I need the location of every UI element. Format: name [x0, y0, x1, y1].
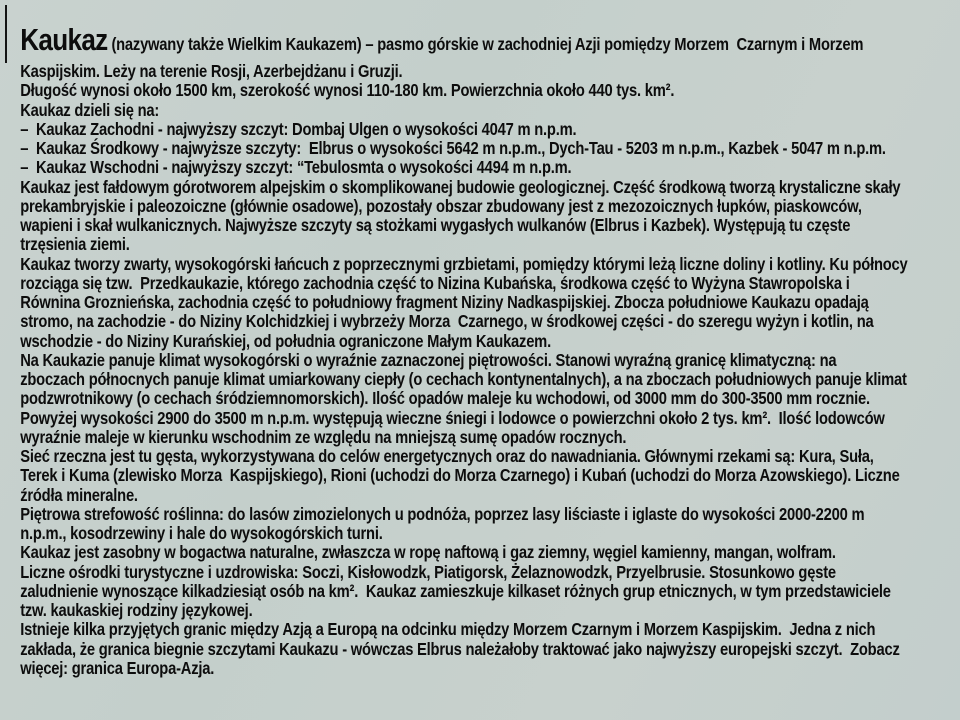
text-line: prekambryjskie i paleozoiczne (głównie osadowe), pozostały obszar zbudowany jest z mezozoicznych łupków, piaskowców,: [20, 195, 862, 216]
text-line: więcej: granica Europa-Azja.: [20, 657, 215, 678]
text-line: Sieć rzeczna jest tu gęsta, wykorzystywana do celów energetycznych oraz do nawadniania. Głównymi rzekami są: Kura, Suła,: [20, 446, 874, 466]
page-title: Kaukaz: [20, 22, 108, 57]
text-line: zakłada, że granica biegnie szczytami Kaukazu - wówczas Elbrus należałoby traktować jako najwyższy europejski szczyt. Zobacz: [20, 638, 900, 659]
text-line: Kaspijskim. Leży na terenie Rosji, Azerbejdżanu i Gruzji.: [20, 61, 403, 81]
text-line: – Kaukaz Zachodni - najwyższy szczyt: Dombaj Ulgen o wysokości 4047 m n.p.m.: [20, 118, 577, 139]
title-continuation-text: (nazywany także Wielkim Kaukazem) – pasmo górskie w zachodniej Azji pomiędzy Morzem Czarnym i Morzem: [107, 34, 864, 54]
text-line: n.p.m., kosodrzewiny i hale do wysokogórskich turni.: [20, 523, 383, 543]
text-line: Powyżej wysokości 2900 do 3500 m n.p.m. występują wieczne śniegi i lodowce o powierzchni około 2 tys. km². Ilość lodowców: [20, 407, 885, 428]
text-line: Terek i Kuma (zlewisko Morza Kaspijskiego), Rioni (uchodzi do Morza Czarnego) i Kubań (uchodzi do Morza Azowskiego). Liczne: [20, 465, 900, 486]
text-line: podzwrotnikowy (o cechach śródziemnomorskich). Ilość opadów maleje ku wchodowi, od 3000 mm do 300-3500 mm rocznie.: [20, 388, 870, 409]
text-line: tzw. kaukaskiej rodziny językowej.: [20, 600, 253, 620]
document-lines: [20, 62, 951, 678]
text-line: zboczach północnych panuje klimat umiarkowany ciepły (o cechach kontynentalnych), a na zboczach południowych panuje klimat: [20, 369, 907, 389]
text-line: Równina Groznieńska, zachodnia część to południowy fragment Niziny Nadkaspijskiej. Zbocza południowe Kaukazu opadają: [20, 292, 869, 312]
text-line: Piętrowa strefowość roślinna: do lasów zimozielonych u podnóża, poprzez lasy liściaste i iglaste do wysokości 2000-2200 m: [20, 503, 865, 524]
text-line: Liczne ośrodki turystyczne i uzdrowiska: Soczi, Kisłowodzk, Piatigorsk, Żelaznowodzk, Przyelbrusie. Stosunkowo gęste: [20, 561, 836, 582]
text-line: wyraźnie maleje w kierunku wschodnim ze względu na mniejszą sumę opadów rocznych.: [20, 426, 627, 447]
text-line: – Kaukaz Środkowy - najwyższe szczyty: Elbrus o wysokości 5642 m n.p.m., Dych-Tau - 5203 m n.p.m., Kazbek - 5047 m n.p.m.: [20, 138, 886, 158]
text-line: Kaukaz tworzy zwarty, wysokogórski łańcuch z poprzecznymi grzbietami, pomiędzy którymi leżą liczne doliny i kotliny. Ku północy: [20, 253, 908, 274]
document-title-line: [20, 22, 951, 59]
text-line: źródła mineralne.: [20, 484, 138, 505]
text-line: Kaukaz jest fałdowym górotworem alpejskim o skomplikowanej budowie geologicznej. Część środkową tworzą krystaliczne skały: [20, 176, 901, 197]
text-line: wapieni i skał wulkanicznych. Najwyższe szczyty są stożkami wygasłych wulkanów (Elbrus i Kazbek). Występują tu częste: [20, 215, 851, 235]
text-line: zaludnienie wynoszące kilkadziesiąt osób na km². Kaukaz zamieszkuje kilkaset różnych grup etnicznych, w tym przedstawiciele: [20, 580, 891, 601]
text-line: stromo, na zachodzie - do Niziny Kolchidzkiej i wybrzeży Morza Czarnego, w środkowej części - do szeregu wyżyn i kotlin, na: [20, 311, 874, 332]
text-line: Istnieje kilka przyjętych granic między Azją a Europą na odcinku między Morzem Czarnym i Morzem Kaspijskim. Jedna z nich: [20, 619, 876, 640]
text-line: Na Kaukazie panuje klimat wysokogórski o wyraźnie zaznaczonej piętrowości. Stanowi wyraźną granicę klimatyczną: na: [20, 349, 837, 370]
text-line: wschodzie - do Niziny Kurańskiej, od południa ograniczone Małym Kaukazem.: [20, 330, 551, 351]
text-line: rozciąga się tzw. Przedkaukazie, którego zachodnia część to Nizina Kubańska, środkowa część to Wyżyna Stawropolska i: [20, 272, 850, 293]
text-line: Kaukaz dzieli się na:: [20, 99, 160, 120]
text-line: Długość wynosi około 1500 km, szerokość wynosi 110-180 km. Powierzchnia około 440 tys. km².: [20, 80, 675, 101]
text-line: Kaukaz jest zasobny w bogactwa naturalne, zwłaszcza w ropę naftową i gaz ziemny, węgiel kamienny, mangan, wolfram.: [20, 542, 836, 563]
text-line: – Kaukaz Wschodni - najwyższy szczyt: “Tebulosmta o wysokości 4494 m n.p.m.: [20, 157, 572, 178]
text-line: trzęsienia ziemi.: [20, 234, 130, 255]
